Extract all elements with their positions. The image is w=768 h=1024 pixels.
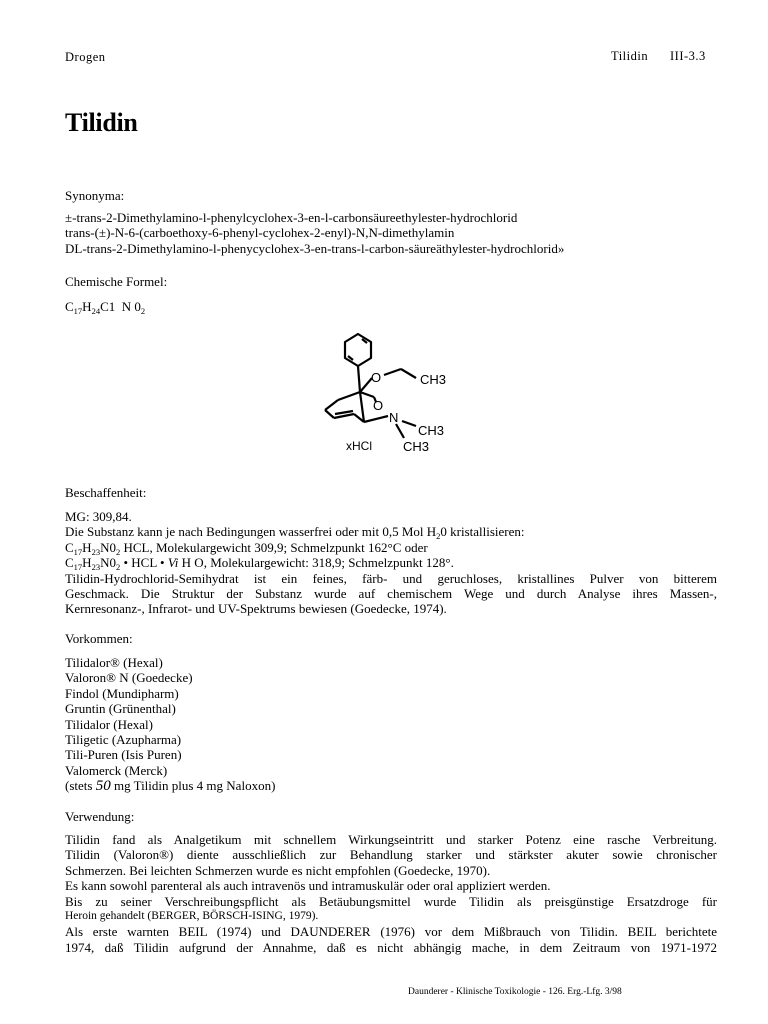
svg-text:N: N: [389, 410, 399, 425]
salt-label: xHCl: [346, 439, 372, 453]
header-section: Drogen: [65, 50, 106, 64]
list-item: Tilidalor (Hexal): [65, 716, 153, 732]
structure-diagram: [310, 322, 480, 457]
chemical-formula: $C_{17}H_{24}C1$ N $0_2$: [65, 299, 146, 316]
n-methyl2-ch3: CH3: [403, 439, 430, 454]
list-item: Gruntin (Grünenthal): [65, 701, 176, 717]
synonyma-list: [65, 210, 717, 256]
list-item: Valomerck (Merck): [65, 762, 168, 778]
svg-text:O: O: [371, 370, 382, 385]
n-methyl-ch3: CH3: [418, 423, 445, 438]
verwendung-label: Verwendung:: [65, 809, 135, 824]
vorkommen-list: [65, 655, 717, 795]
list-note: (stets 50 mg Tilidin plus 4 mg Naloxon): [65, 778, 276, 795]
synonym-line: trans-(±)-N-6-(carboethoxy-6-phenyl-cyclohex-2-enyl)-N,N-dimethylamin: [65, 225, 455, 241]
footer: Daunderer - Klinische Toxikologie - 126. Erg.-Lfg. 3/98: [408, 987, 622, 997]
verwendung-body: Tilidin fand als Analgetikum mit schnellem Wirkungseintritt und starker Potenz eine rasche Verbreitung. Tilidin (Valoron®) diente ausschließlich zur Behandlung starker und stärkster akuter sowie chronischer Schmerzen. Bei leichten Schmerzen wurde es nicht empfohlen (Goedecke, 1970). Es kann sowohl parenteral als auch intravenös und intramuskulär oder oral appliziert werden. Bis zu seiner Verschreibungspflicht als Betäubungsmittel wurde Tilidin als preisgünstige Ersatzdroge für Heroin gehandelt (BERGER, BÖRSCH-ISING, 1979). Als erste warnten BEIL (1974) und DAUNDERER (1976) vor dem Mißbrauch von Tilidin. BEIL berichtete 1974, daß Tilidin aufgrund der Annahme, daß es nicht abhängig mache, in dem Zeitraum von 1971-1972: [65, 832, 717, 955]
svg-text:O: O: [373, 398, 384, 413]
list-item: Tili-Puren (Isis Puren): [65, 747, 182, 763]
header-page-code: III-3.3: [670, 49, 706, 63]
vorkommen-label: Vorkommen:: [65, 631, 133, 646]
list-item: Valoron® N (Goedecke): [65, 670, 193, 686]
synonyma-label: Synonyma:: [65, 188, 125, 203]
list-item: Findol (Mundipharm): [65, 685, 179, 701]
ethyl-ch3: CH3: [420, 372, 447, 387]
list-item: Tiligetic (Azupharma): [65, 732, 182, 748]
page-title: Tilidin: [65, 108, 138, 137]
list-item: Tilidalor® (Hexal): [65, 655, 163, 670]
synonym-line: DL-trans-2-Dimethylamino-l-phenycyclohex-3-en-trans-l-carbon-säureäthylester-hydrochlorid»: [65, 240, 565, 256]
beschaffenheit-label: Beschaffenheit:: [65, 485, 147, 500]
beschaffenheit-body: MG: 309,84. Die Substanz kann je nach Bedingungen wasserfrei oder mit 0,5 Mol $H_20$ kristallisieren: $C_{17}H_{23}N0_2$ HCL, Molekulargewicht 309,9; Schmelzpunkt 162°C oder $C_{17}H_{23}N0_2$ • HCL • Vi H O, Molekulargewicht: 318,9; Schmelzpunkt 128°. Tilidin-Hydrochlorid-Semihydrat ist ein feines, färb- und geruchloses, kristallines Pulver von bitterem Geschmack. Die Struktur der Substanz wurde auf chemischem Wege und durch Analyse ihres Massen-, Kernresonanz-, Infrarot- und UV-Spektrums bewiesen (Goedecke, 1974).: [65, 509, 717, 617]
header-drug-name: Tilidin: [611, 49, 649, 63]
formula-label: Chemische Formel:: [65, 274, 168, 289]
synonym-line: ±-trans-2-Dimethylamino-l-phenylcyclohex-3-en-l-carbonsäureethylester-hydrochlorid: [65, 210, 518, 225]
